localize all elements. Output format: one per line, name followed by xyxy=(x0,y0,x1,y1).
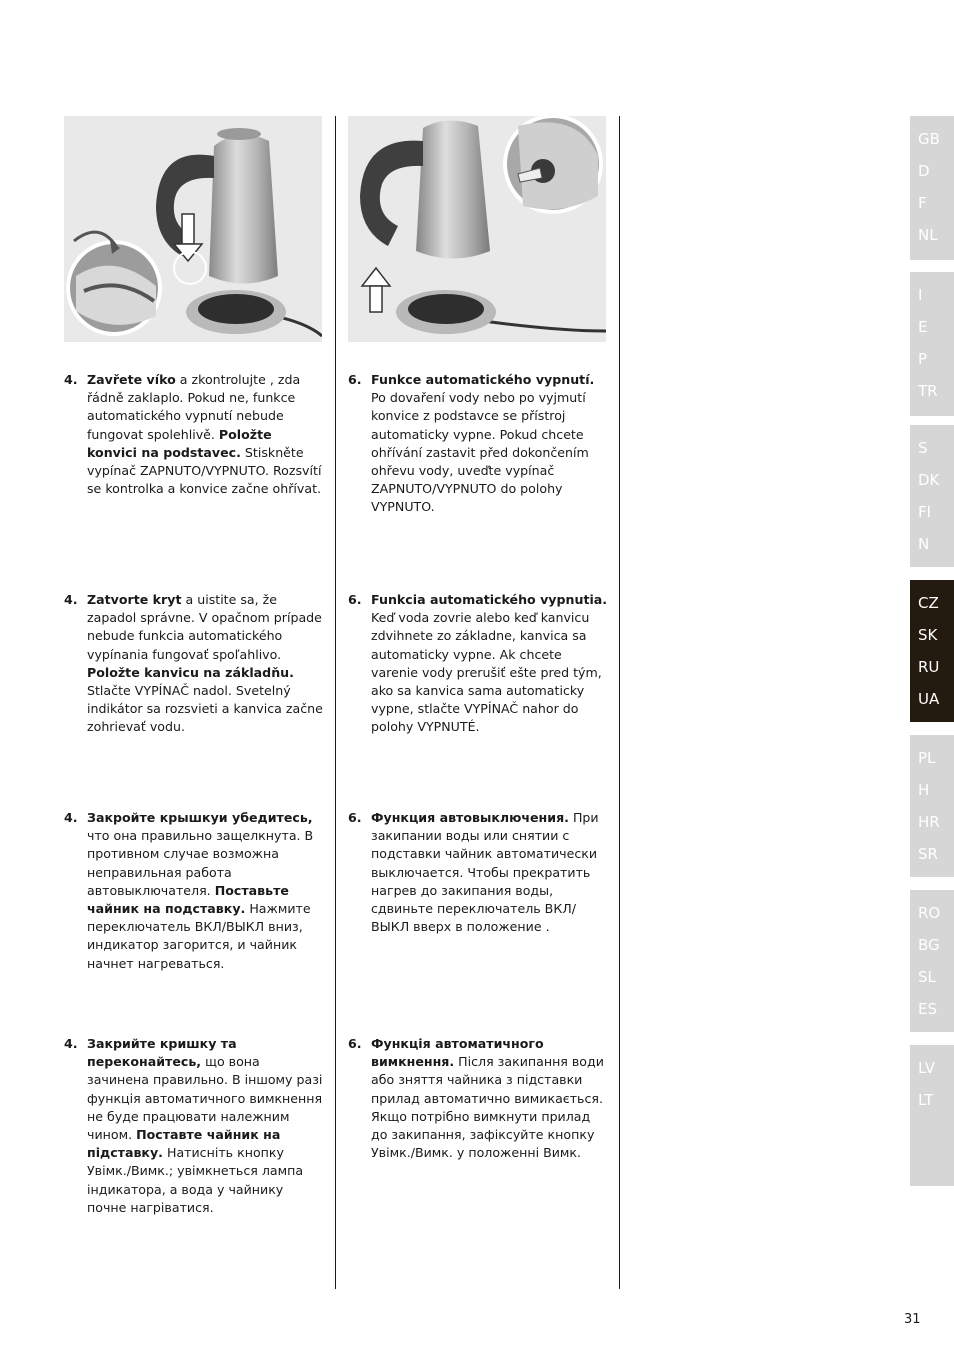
language-tab-group[interactable] xyxy=(910,580,954,722)
step-6-cz xyxy=(348,371,609,517)
kettle-auto-off-illustration xyxy=(348,116,606,342)
column-divider xyxy=(335,116,336,1289)
step-6-sk xyxy=(348,591,609,737)
language-tab-group[interactable] xyxy=(910,1045,954,1186)
step-6-ua xyxy=(348,1035,609,1162)
language-code-ru: RU xyxy=(918,658,940,676)
step-text: Zavřete víko a zkontrolujte , zda řádně zaklaplo. Pokud ne, funkce automatického vypnutí nebude fungovat spolehlivě. Položte konvici na podstavec. Stiskněte vypínač ZAPNUTO/VYPNUTO. Rozsvítí se kontrolka a konvice začne ohřívat. xyxy=(87,372,322,497)
column-divider xyxy=(619,116,620,1289)
step-number: 6. xyxy=(348,372,362,387)
language-code-ua: UA xyxy=(918,690,940,708)
language-code-e: E xyxy=(918,318,928,336)
step-text: Закрийте кришку та переконайтесь, що вона зачинена правильно. В іншому разі функція автоматичного вимкнення не буде працювати належним чином. Поставте чайник на підставку. Натисніть кнопку Увімк./Вимк.; увімкнеться лампа індикатора, а вода у чайнику почне нагріватися. xyxy=(87,1036,323,1215)
language-code-sr: SR xyxy=(918,845,938,863)
language-code-nl: NL xyxy=(918,226,938,244)
language-code-i: I xyxy=(918,286,923,304)
language-code-p: P xyxy=(918,350,928,368)
step-number: 4. xyxy=(64,372,78,387)
language-code-es: ES xyxy=(918,1000,937,1018)
language-code-lt: LT xyxy=(918,1091,934,1109)
language-code-f: F xyxy=(918,194,927,212)
language-code-tr: TR xyxy=(918,382,938,400)
language-code-dk: DK xyxy=(918,471,940,489)
step-number: 4. xyxy=(64,810,78,825)
step-4-ua xyxy=(64,1035,323,1217)
language-tab-group[interactable] xyxy=(910,735,954,877)
language-code-cz: CZ xyxy=(918,594,939,612)
step-4-ru xyxy=(64,809,323,973)
step-6-ru xyxy=(348,809,609,936)
step-4-sk xyxy=(64,591,323,737)
step-text: Funkcia automatického vypnutia. Keď voda zovrie alebo keď kanvicu zdvihnete zo základne, kanvica sa automaticky vypne. Ak chcete varenie vody prerušiť ešte pred tým, ako sa kanvica sama automaticky vypne, stlačte VYPÍNAČ nahor do polohy VYPNUTÉ. xyxy=(371,592,608,735)
language-code-s: S xyxy=(918,439,928,457)
language-code-n: N xyxy=(918,535,930,553)
step-text: Функция автовыключения. При закипании воды или снятии с подставки чайник автоматически выключается. Чтобы прекратить нагрев до закипания воды, сдвиньте переключатель ВКЛ/ВЫКЛ вверх в положение . xyxy=(371,810,599,935)
language-code-d: D xyxy=(918,162,930,180)
step-number: 6. xyxy=(348,1036,362,1051)
step-number: 4. xyxy=(64,592,78,607)
step-number: 4. xyxy=(64,1036,78,1051)
language-code-pl: PL xyxy=(918,749,936,767)
language-tab-group[interactable] xyxy=(910,890,954,1032)
language-code-lv: LV xyxy=(918,1059,935,1077)
page-number: 31 xyxy=(904,1312,921,1327)
language-tab-group[interactable] xyxy=(910,272,954,416)
step-text: Функція автоматичного вимкнення. Після закипання води або зняття чайника з підставки прилад автоматично вимикається. Якщо потрібно вимкнути прилад до закипання, зафіксуйте кнопку Увімк./Вимк. у положенні Вимк. xyxy=(371,1036,604,1161)
step-text: Zatvorte kryt a uistite sa, že zapadol správne. V opačnom prípade nebude funkcia automatického vypínania fungovať spoľahlivo. Položte kanvicu na základňu. Stlačte VYPÍNAČ nadol. Svetelný indikátor sa rozsvieti a kanvica začne zohrievať vodu. xyxy=(87,592,323,735)
language-code-ro: RO xyxy=(918,904,941,922)
language-code-bg: BG xyxy=(918,936,940,954)
step-4-cz xyxy=(64,371,323,498)
step-text: Закройте крышкуи убедитесь, что она правильно защелкнута. В противном случае возможна неправильная работа автовыключателя. Поставьте чайник на подставку. Нажмите переключатель ВКЛ/ВЫКЛ вниз, индикатор загорится, и чайник начнет нагреваться. xyxy=(87,810,314,971)
language-tab-group[interactable] xyxy=(910,116,954,260)
up-arrow-icon xyxy=(362,268,390,312)
language-code-h: H xyxy=(918,781,930,799)
language-tab-group[interactable] xyxy=(910,425,954,567)
kettle-close-lid-illustration xyxy=(64,116,322,342)
language-code-sk: SK xyxy=(918,626,938,644)
language-code-gb: GB xyxy=(918,130,940,148)
language-code-fi: FI xyxy=(918,503,932,521)
language-code-sl: SL xyxy=(918,968,936,986)
step-number: 6. xyxy=(348,592,362,607)
step-text: Funkce automatického vypnutí. Po dovaření vody nebo po vyjmutí konvice z podstavce se přístroj automaticky vypne. Pokud chcete ohřívání zastavit před dokončením ohřevu vody, uveďte vypínač ZAPNUTO/VYPNUTO do polohy VYPNUTO. xyxy=(371,372,595,515)
step-number: 6. xyxy=(348,810,362,825)
language-code-hr: HR xyxy=(918,813,940,831)
